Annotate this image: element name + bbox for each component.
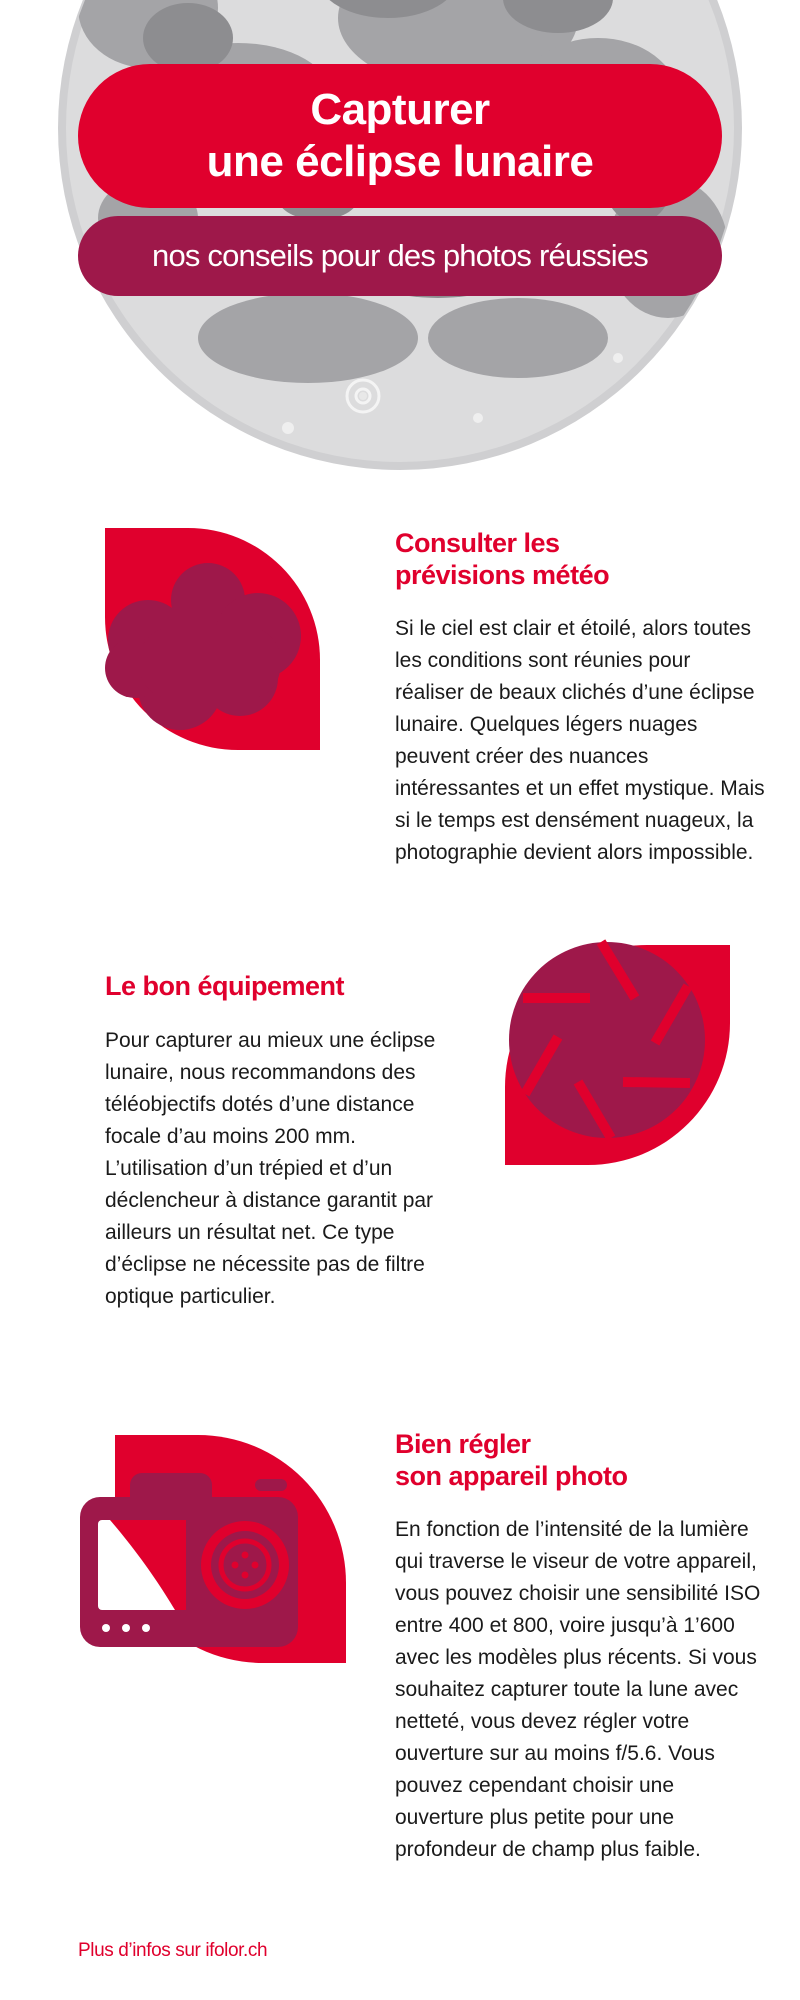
section-equipment [105, 970, 460, 1313]
section-camera-title-line1: Bien régler [395, 1429, 531, 1459]
section-weather [395, 527, 765, 869]
page-subtitle: nos conseils pour des photos réussies [152, 238, 648, 273]
section-weather-body: Si le ciel est clair et étoilé, alors toutes les conditions sont réunies pour réaliser de beaux clichés d’une éclipse lunaire. Quelques légers nuages peuvent créer des nuances intéressantes et un effet mystique. Mais si le temps est densément nuageux, la photographie devient alors impossible. [395, 617, 765, 864]
section-camera-body: En fonction de l’intensité de la lumière qui traverse le viseur de votre appareil, vous pouvez choisir une sensibilité ISO entre 400 et 800, voire jusqu’à 1’600 avec les modèles plus récents. Si vous souhaitez capturer toute la lune avec netteté, vous devez régler votre ouverture sur au moins f/5.6. Vous pouvez cependant choisir une ouverture plus petite pour une profondeur de champ plus faible. [395, 1518, 761, 1861]
section-camera-settings [395, 1428, 765, 1866]
camera-icon [80, 1435, 350, 1665]
aperture-icon [505, 925, 735, 1165]
cloud-icon [60, 528, 340, 758]
section-equipment-body: Pour capturer au mieux une éclipse lunaire, nous recommandons des téléobjectifs dotés d’une distance focale d’au moins 200 mm. L’utilisation d’un trépied et d’un déclencheur à distance garantit par ailleurs un résultat net. Ce type d’éclipse ne nécessite pas de filtre optique particulier. [105, 1029, 436, 1308]
footer-link[interactable]: Plus d’infos sur ifolor.ch [78, 1940, 268, 1961]
section-equipment-title: Le bon équipement [105, 971, 345, 1001]
title-banner [78, 64, 722, 208]
subtitle-banner [78, 216, 722, 296]
section-camera-title [395, 1428, 765, 1492]
page-title-line2: une éclipse lunaire [206, 137, 594, 186]
section-weather-title-line1: Consulter les [395, 528, 560, 558]
section-camera-title-line2: son appareil photo [395, 1461, 628, 1491]
section-weather-title [395, 527, 765, 591]
page-title-line1: Capturer [310, 85, 490, 134]
section-weather-title-line2: prévisions météo [395, 560, 610, 590]
